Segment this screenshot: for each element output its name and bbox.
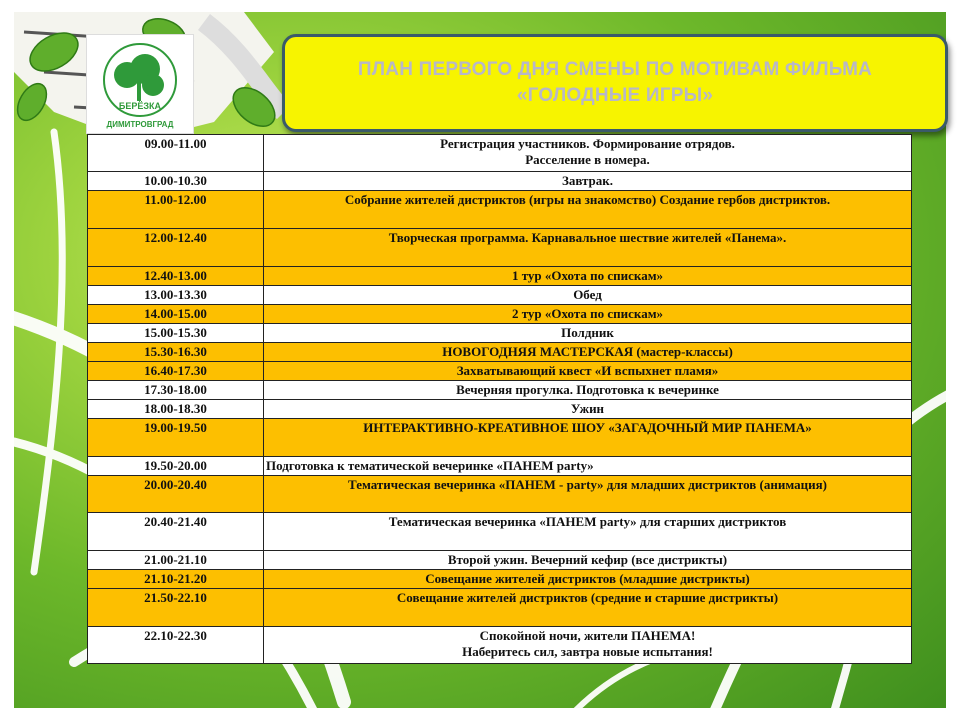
schedule-activity [264,589,912,627]
schedule-activity [264,381,912,400]
schedule-row [88,343,912,362]
logo-city: ДИМИТРОВГРАД [106,120,174,129]
schedule-activity [264,513,912,551]
schedule-row [88,362,912,381]
schedule-activity-line: Совещание жителей дистриктов (средние и старшие дистрикты) [396,590,779,605]
schedule-row [88,172,912,191]
schedule-time: 21.50-22.10 [88,589,264,627]
schedule-row [88,627,912,664]
schedule-time: 15.00-15.30 [88,324,264,343]
schedule-time: 12.40-13.00 [88,267,264,286]
schedule-time: 15.30-16.30 [88,343,264,362]
schedule-activity [264,362,912,381]
logo-name: БЕРЁЗКА [118,101,162,111]
schedule-activity-line: Обед [573,287,602,302]
title-line-1: ПЛАН ПЕРВОГО ДНЯ СМЕНЫ ПО МОТИВАМ ФИЛЬМА [357,59,873,80]
title-banner [282,34,948,132]
schedule-activity-line: Совещание жителей дистриктов (младшие дистрикты) [425,571,750,586]
birch-tree-logo-icon [87,35,193,133]
schedule-activity-line: Наберитесь сил, завтра новые испытания! [462,644,713,659]
camp-logo [86,34,194,134]
schedule-activity [264,191,912,229]
schedule-time: 11.00-12.00 [88,191,264,229]
schedule-activity [264,627,912,664]
schedule-activity [264,305,912,324]
schedule-activity-line: Тематическая вечеринка «ПАНЕМ - party» для младших дистриктов (анимация) [348,477,827,492]
schedule-activity-line: Ужин [570,401,605,416]
schedule-row [88,400,912,419]
schedule-time: 20.00-20.40 [88,476,264,513]
schedule-activity [264,419,912,457]
schedule-activity-line: Подготовка к тематической вечеринке «ПАНЕМ party» [266,458,594,473]
schedule-row [88,457,912,476]
schedule-activity [264,457,912,476]
schedule-row [88,570,912,589]
schedule-table [87,134,912,664]
schedule-activity-line: Расселение в номера. [525,152,650,167]
schedule-activity-line: Спокойной ночи, жители ПАНЕМА! [479,628,696,643]
schedule-activity [264,267,912,286]
schedule-time: 12.00-12.40 [88,229,264,267]
schedule-time: 22.10-22.30 [88,627,264,664]
schedule-activity [264,343,912,362]
schedule-time: 21.00-21.10 [88,551,264,570]
schedule-row [88,513,912,551]
schedule-time: 14.00-15.00 [88,305,264,324]
schedule-row [88,267,912,286]
schedule-activity-line: Вечерняя прогулка. Подготовка к вечеринке [456,382,719,397]
schedule-time: 19.00-19.50 [88,419,264,457]
schedule-activity [264,551,912,570]
schedule-row [88,229,912,267]
schedule-time: 09.00-11.00 [88,135,264,172]
schedule-time: 13.00-13.30 [88,286,264,305]
schedule-row [88,551,912,570]
schedule-activity-line: Регистрация участников. Формирование отрядов. [440,136,735,151]
schedule-row [88,135,912,172]
schedule-activity-line: Завтрак. [561,173,614,188]
schedule-activity [264,476,912,513]
schedule-time: 16.40-17.30 [88,362,264,381]
schedule-row [88,419,912,457]
schedule-activity-line: Собрание жителей дистриктов (игры на знакомство) Создание гербов дистриктов. [344,192,831,207]
schedule-activity [264,229,912,267]
schedule-activity-line: 1 тур «Охота по спискам» [511,268,664,283]
schedule-activity [264,400,912,419]
schedule-activity-line: Полдник [561,325,614,340]
schedule-row [88,324,912,343]
schedule-activity [264,172,912,191]
schedule-activity [264,286,912,305]
schedule-activity [264,135,912,172]
schedule-time: 18.00-18.30 [88,400,264,419]
schedule-activity-line: 2 тур «Охота по спискам» [511,306,664,321]
schedule-time: 20.40-21.40 [88,513,264,551]
schedule-row [88,286,912,305]
schedule-time: 21.10-21.20 [88,570,264,589]
schedule-activity-line: Второй ужин. Вечерний кефир (все дистрикты) [447,552,728,567]
schedule-activity-line: ИНТЕРАКТИВНО-КРЕАТИВНОЕ ШОУ «ЗАГАДОЧНЫЙ МИР ПАНЕМА» [363,420,812,435]
schedule-activity-line: Тематическая вечеринка «ПАНЕМ party» для старших дистриктов [388,514,787,529]
schedule-row [88,191,912,229]
schedule-activity-line: Захватывающий квест «И вспыхнет пламя» [456,363,719,378]
schedule-time: 10.00-10.30 [88,172,264,191]
schedule-time: 19.50-20.00 [88,457,264,476]
schedule-row [88,476,912,513]
schedule-activity [264,324,912,343]
schedule-activity-line: Творческая программа. Карнавальное шествие жителей «Панема». [388,230,787,245]
schedule-time: 17.30-18.00 [88,381,264,400]
schedule-row [88,381,912,400]
schedule-row [88,305,912,324]
schedule-activity-line: НОВОГОДНЯЯ МАСТЕРСКАЯ (мастер-классы) [442,344,733,359]
schedule-activity [264,570,912,589]
title-line-2: «ГОЛОДНЫЕ ИГРЫ» [516,85,714,106]
schedule-row [88,589,912,627]
